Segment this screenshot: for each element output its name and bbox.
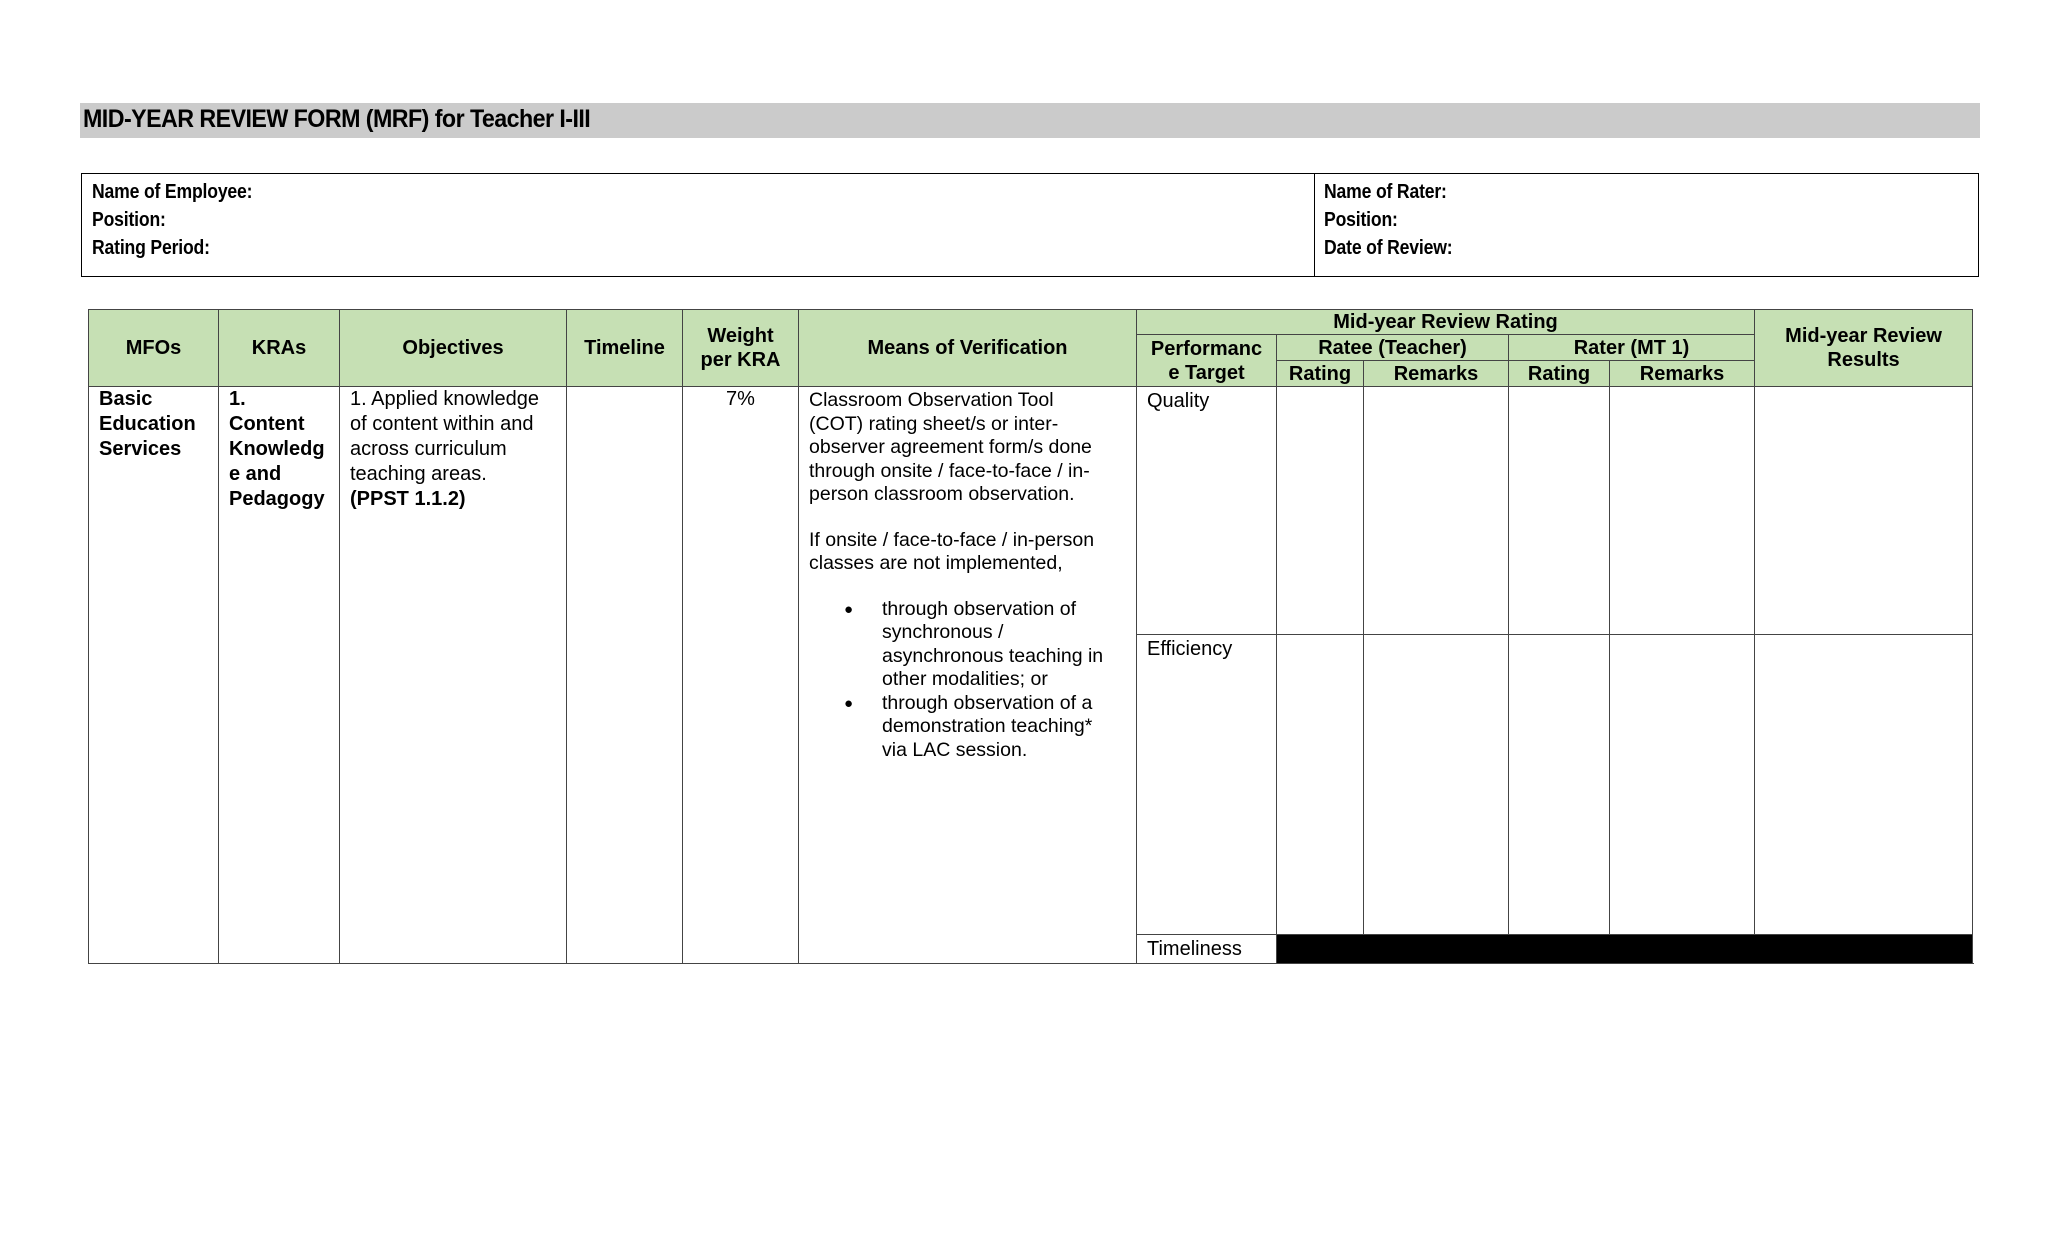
bullet-line: demonstration teaching* bbox=[882, 715, 1093, 737]
header-results bbox=[1755, 310, 1973, 387]
means-line: observer agreement form/s done bbox=[809, 436, 1092, 458]
mfo-cell bbox=[89, 387, 219, 964]
objective-line: 1. Applied knowledge bbox=[350, 388, 540, 410]
header-performance-target bbox=[1137, 335, 1277, 387]
target-quality bbox=[1137, 387, 1277, 635]
efficiency-rater-rating[interactable] bbox=[1509, 635, 1610, 935]
means-bullet-list bbox=[809, 598, 1126, 763]
bullet-line: synchronous / bbox=[882, 621, 1004, 643]
header-weight bbox=[683, 310, 799, 387]
objective-line: of content within and bbox=[350, 413, 534, 435]
target-quality-label: Quality bbox=[1147, 390, 1210, 412]
mfo-line: Education bbox=[99, 413, 196, 435]
target-efficiency bbox=[1137, 635, 1277, 935]
form-title-bar bbox=[80, 103, 1980, 138]
header-ratee-rating: Rating bbox=[1277, 361, 1364, 387]
header-weight-line2: per KRA bbox=[700, 349, 781, 371]
quality-ratee-rating[interactable] bbox=[1277, 387, 1364, 635]
bullet-line: through observation of a bbox=[882, 691, 1093, 714]
means-line: (COT) rating sheet/s or inter- bbox=[809, 412, 1059, 435]
header-rater-remarks: Remarks bbox=[1610, 361, 1755, 387]
employee-info bbox=[92, 178, 274, 262]
means-line: Classroom Observation Tool bbox=[809, 389, 1054, 411]
objective-line: across curriculum bbox=[350, 438, 507, 460]
quality-ratee-remarks[interactable] bbox=[1364, 387, 1509, 635]
header-ratee-remarks: Remarks bbox=[1364, 361, 1509, 387]
means-cell bbox=[799, 387, 1137, 964]
quality-results[interactable] bbox=[1755, 387, 1973, 635]
header-kras: KRAs bbox=[219, 310, 340, 387]
objective-line: teaching areas. bbox=[350, 463, 487, 485]
header-rater: Rater (MT 1) bbox=[1509, 335, 1755, 361]
target-timeliness bbox=[1137, 935, 1277, 964]
header-ratee: Ratee (Teacher) bbox=[1277, 335, 1509, 361]
kra-line: 1. bbox=[229, 388, 246, 410]
timeliness-blacked-out bbox=[1277, 935, 1973, 964]
header-weight-line1: Weight bbox=[707, 325, 774, 347]
header-performance-line2: e Target bbox=[1168, 361, 1245, 384]
header-results-line2: Results bbox=[1827, 349, 1900, 371]
means-bullet bbox=[882, 598, 1126, 692]
header-means: Means of Verification bbox=[799, 310, 1137, 387]
quality-rater-remarks[interactable] bbox=[1610, 387, 1755, 635]
header-results-line1: Mid-year Review bbox=[1785, 325, 1942, 347]
efficiency-ratee-remarks[interactable] bbox=[1364, 635, 1509, 935]
quality-rater-rating[interactable] bbox=[1509, 387, 1610, 635]
efficiency-ratee-rating[interactable] bbox=[1277, 635, 1364, 935]
header-timeline: Timeline bbox=[567, 310, 683, 387]
means-paragraph-1 bbox=[809, 389, 1126, 507]
target-timeliness-label: Timeliness bbox=[1147, 938, 1242, 960]
means-line: through onsite / face-to-face / in- bbox=[809, 459, 1090, 482]
bullet-line: other modalities; or bbox=[882, 668, 1048, 690]
timeline-cell bbox=[567, 387, 683, 964]
rating-period-label: Rating Period: bbox=[92, 237, 210, 259]
mfo-line: Services bbox=[99, 438, 182, 460]
efficiency-rater-remarks[interactable] bbox=[1610, 635, 1755, 935]
header-rater-rating: Rating bbox=[1509, 361, 1610, 387]
kra-line: Pedagogy bbox=[229, 488, 325, 510]
bullet-line: asynchronous teaching in bbox=[882, 644, 1104, 667]
means-bullet bbox=[882, 692, 1126, 763]
rater-position-label: Position: bbox=[1324, 209, 1398, 231]
header-midyear-rating: Mid-year Review Rating bbox=[1137, 310, 1755, 335]
employee-name-label: Name of Employee: bbox=[92, 181, 253, 203]
form-title: MID-YEAR REVIEW FORM (MRF) for Teacher I-III bbox=[83, 105, 591, 133]
means-line: person classroom observation. bbox=[809, 483, 1075, 505]
target-efficiency-label: Efficiency bbox=[1147, 638, 1233, 660]
means-line: classes are not implemented, bbox=[809, 552, 1063, 574]
objective-cell bbox=[340, 387, 567, 964]
review-date-label: Date of Review: bbox=[1324, 237, 1453, 259]
weight-cell bbox=[683, 387, 799, 964]
objective-code: (PPST 1.1.2) bbox=[350, 488, 466, 510]
info-divider bbox=[1314, 174, 1315, 276]
kra-line: Content bbox=[229, 413, 305, 435]
means-paragraph-2 bbox=[809, 529, 1126, 576]
kra-cell bbox=[219, 387, 340, 964]
kra-line: e and bbox=[229, 463, 282, 485]
review-table bbox=[88, 309, 1973, 964]
rater-name-label: Name of Rater: bbox=[1324, 181, 1447, 203]
bullet-line: via LAC session. bbox=[882, 738, 1028, 761]
header-mfos: MFOs bbox=[89, 310, 219, 387]
header-performance-line1: Performanc bbox=[1150, 337, 1263, 360]
efficiency-results[interactable] bbox=[1755, 635, 1973, 935]
header-objectives: Objectives bbox=[340, 310, 567, 387]
bullet-line: through observation of bbox=[882, 597, 1077, 620]
weight-value: 7% bbox=[726, 388, 755, 410]
rater-info bbox=[1324, 178, 1470, 262]
kra-line: Knowledg bbox=[229, 438, 325, 460]
mfo-line: Basic bbox=[99, 388, 153, 410]
employee-info-box bbox=[81, 173, 1979, 277]
means-line: If onsite / face-to-face / in-person bbox=[809, 528, 1095, 551]
employee-position-label: Position: bbox=[92, 209, 166, 231]
